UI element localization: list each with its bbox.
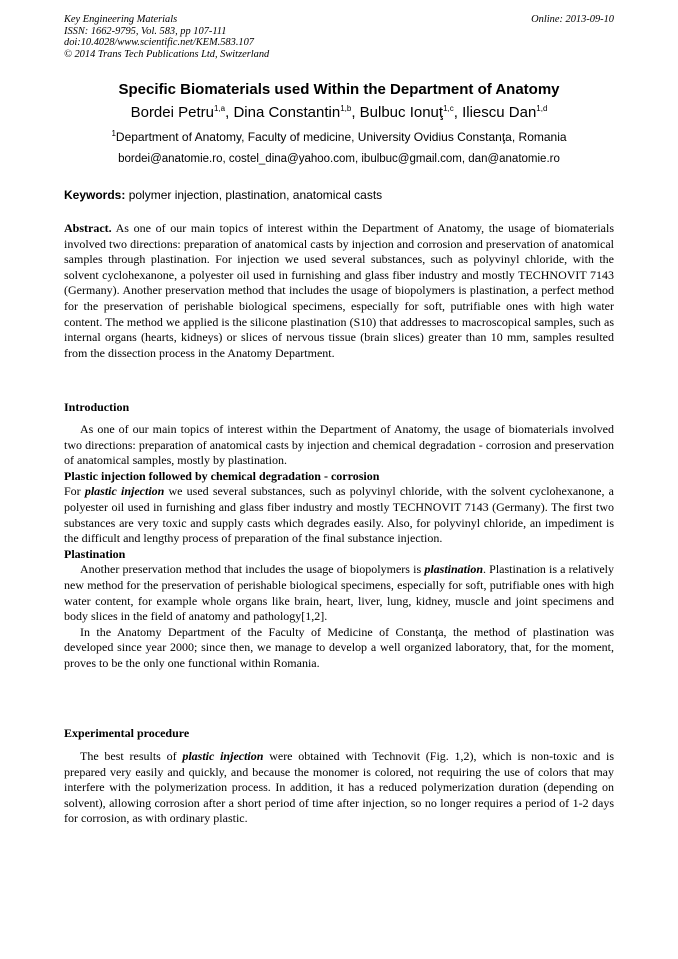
paper-title: Specific Biomaterials used Within the Department of Anatomy bbox=[118, 81, 560, 98]
author-name: Dina Constantin bbox=[233, 104, 341, 121]
emphasis-term: plastic injection bbox=[84, 484, 165, 499]
intro-paragraph-4: In the Anatomy Department of the Faculty of Medicine of Constanţa, the method of plastination was developed since year 2000; since then, we manage to develop a well organized laboratory, that, for the moment, proves to be the only one functional within Romania. bbox=[64, 624, 614, 670]
keywords-label: Keywords: bbox=[64, 188, 126, 202]
keywords-text: polymer injection, plastination, anatomical casts bbox=[125, 188, 383, 202]
intro-paragraph-3 bbox=[64, 562, 614, 624]
experimental-body bbox=[64, 749, 614, 827]
author-name: Iliescu Dan bbox=[462, 104, 537, 121]
doi-line: doi:10.4028/www.scientific.net/KEM.583.107 bbox=[64, 37, 254, 49]
author-emails: bordei@anatomie.ro, costel_dina@yahoo.com, ibulbuc@gmail.com, dan@anatomie.ro bbox=[118, 153, 560, 165]
author-name: Bordei Petru bbox=[130, 104, 214, 121]
online-date: Online: 2013-09-10 bbox=[531, 14, 614, 25]
text-run: The best results of bbox=[80, 749, 183, 763]
keywords bbox=[64, 188, 382, 202]
experimental-heading: Experimental procedure bbox=[64, 726, 190, 740]
text-run: For bbox=[64, 484, 85, 499]
journal-header bbox=[64, 14, 269, 60]
experimental-paragraph-1 bbox=[64, 749, 614, 827]
issn-line: ISSN: 1662-9795, Vol. 583, pp 107-111 bbox=[64, 25, 227, 37]
introduction-body bbox=[64, 422, 614, 672]
journal-name: Key Engineering Materials bbox=[64, 14, 178, 25]
introduction-heading: Introduction bbox=[64, 400, 130, 414]
author-affil-mark: 1,c bbox=[443, 104, 454, 113]
subheading-plastic-injection: Plastic injection followed by chemical degradation - corrosion bbox=[64, 468, 380, 483]
abstract bbox=[64, 221, 614, 361]
affiliation bbox=[0, 130, 678, 144]
text-run: were obtained with Technovit (Fig. 1,2), which is non-toxic and is prepared very easily and quickly, and because the monomer is colored, not requiring the use of colors that may interfere with the polymerization process. In addition, it has a reduced polymerization duration (depending on solvent), allowing corrosion after a short period of time after injection, so no longer requires a period of 1-2 days for corrosion, as with ordinary plastic. bbox=[64, 749, 614, 826]
text-run: we used several substances, such as polyvinyl chloride, with the solvent cyclohexanone, a polyester oil used in furnishing and glass fiber industry and mostly TECHNOVIT 7143 (Germany). The first two substances are very toxic and supply casts which degrades easily. Also, for polyvinyl chloride, an impediment is the difficult and lengthy process of preparation of the final substance injection. bbox=[64, 484, 614, 546]
author-affil-mark: 1,b bbox=[340, 104, 352, 113]
abstract-label: Abstract. bbox=[64, 221, 112, 235]
author-list: Bordei Petru$^{1,a}$, Dina Constantin$^{1,b}$, Bulbuc Ionuţ$^{1,c}$, Iliescu Dan$^{1,d}$ bbox=[130, 104, 548, 121]
copyright-line: © 2014 Trans Tech Publications Ltd, Switzerland bbox=[64, 48, 270, 60]
affiliation-mark: 1 bbox=[111, 129, 116, 138]
text-run: Another preservation method that includes the usage of biopolymers is bbox=[80, 562, 425, 577]
author-affil-mark: 1,a bbox=[213, 104, 226, 113]
subheading-plastination: Plastination bbox=[64, 546, 126, 561]
abstract-text: As one of our main topics of interest within the Department of Anatomy, the usage of biomaterials involved two directions: preparation of anatomical casts by injection and corrosion and preservation of anatomical samples through plastination. For injection we used several substances, such as polyvinyl chloride, with the solvent cyclohexanone, a polyester oil used in furnishing and glass fiber industry and mostly TECHNOVIT 7143 (Germany). Another preservation method that includes the usage of biopolymers is plastination, a perfect method for the preservation of perishable biological specimens, especially for soft, putrifiable ones with high water content. The method we applied is the silicone plastination (S10) that addresses to macroscopical samples, such as internal organs (hearts, kidneys) or slices of nervous tissue (brain slices) greater than 10 mm, samples resulted from the dissection process in the Anatomy Department. bbox=[64, 221, 614, 360]
emphasis-term: plastic injection bbox=[182, 749, 264, 763]
author-affil-mark: 1,d bbox=[536, 104, 548, 113]
affiliation-text: Department of Anatomy, Faculty of medicine, University Ovidius Constanţa, Romania bbox=[115, 130, 567, 144]
emphasis-term: plastination bbox=[424, 562, 483, 577]
author-name: Bulbuc Ionuţ bbox=[359, 104, 444, 121]
text-run: . Plastination is a relatively new method for the preservation of perishable biological specimens, especially for soft, putrifiable ones with high water content, for example whole organs like brain, heart, liver, lung, kidney, muscle and joint specimens and body slices in the field of anatomy and pathology[1,2]. bbox=[64, 562, 614, 624]
intro-paragraph-2 bbox=[64, 484, 614, 546]
intro-paragraph-1: As one of our main topics of interest within the Department of Anatomy, the usage of biomaterials involved two directions: preparation of anatomical casts by injection and chemical degradation - corrosion and preservation of anatomical samples, mostly by plastination. bbox=[64, 422, 614, 468]
